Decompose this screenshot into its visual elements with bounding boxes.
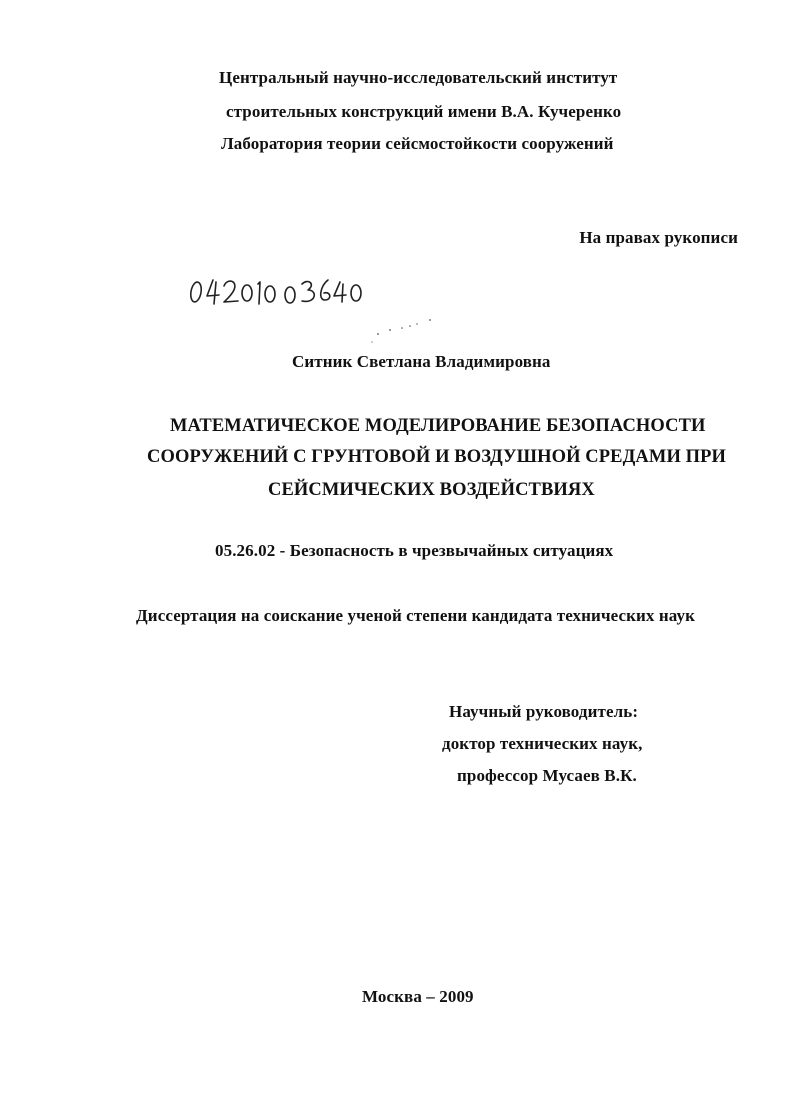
supervisor-degree: доктор технических наук, [442, 734, 643, 753]
city-year: Москва – 2009 [362, 987, 474, 1006]
handwritten-stamp-number [186, 268, 366, 312]
institute-name-line1: Центральный научно-исследовательский институт [219, 68, 618, 87]
laboratory-name: Лаборатория теории сейсмостойкости сооружений [221, 134, 614, 153]
supervisor-name: профессор Мусаев В.К. [457, 766, 637, 785]
dissertation-title-line2: СООРУЖЕНИЙ С ГРУНТОВОЙ И ВОЗДУШНОЙ СРЕДАМИ ПРИ [147, 447, 727, 467]
supervisor-label: Научный руководитель: [449, 702, 639, 721]
dissertation-title-line3: СЕЙСМИЧЕСКИХ ВОЗДЕЙСТВИЯХ [268, 480, 595, 500]
institute-name-line2: строительных конструкций имени В.А. Кучеренко [226, 102, 622, 121]
author-name: Ситник Светлана Владимировна [292, 352, 551, 371]
dissertation-title-line1: МАТЕМАТИЧЕСКОЕ МОДЕЛИРОВАНИЕ БЕЗОПАСНОСТИ [170, 416, 706, 436]
specialty-code: 05.26.02 - Безопасность в чрезвычайных ситуациях [215, 541, 614, 560]
dissertation-type: Диссертация на соискание ученой степени кандидата технических наук [136, 606, 695, 625]
scan-specks [370, 314, 440, 344]
rights-note: На правах рукописи [579, 228, 738, 247]
